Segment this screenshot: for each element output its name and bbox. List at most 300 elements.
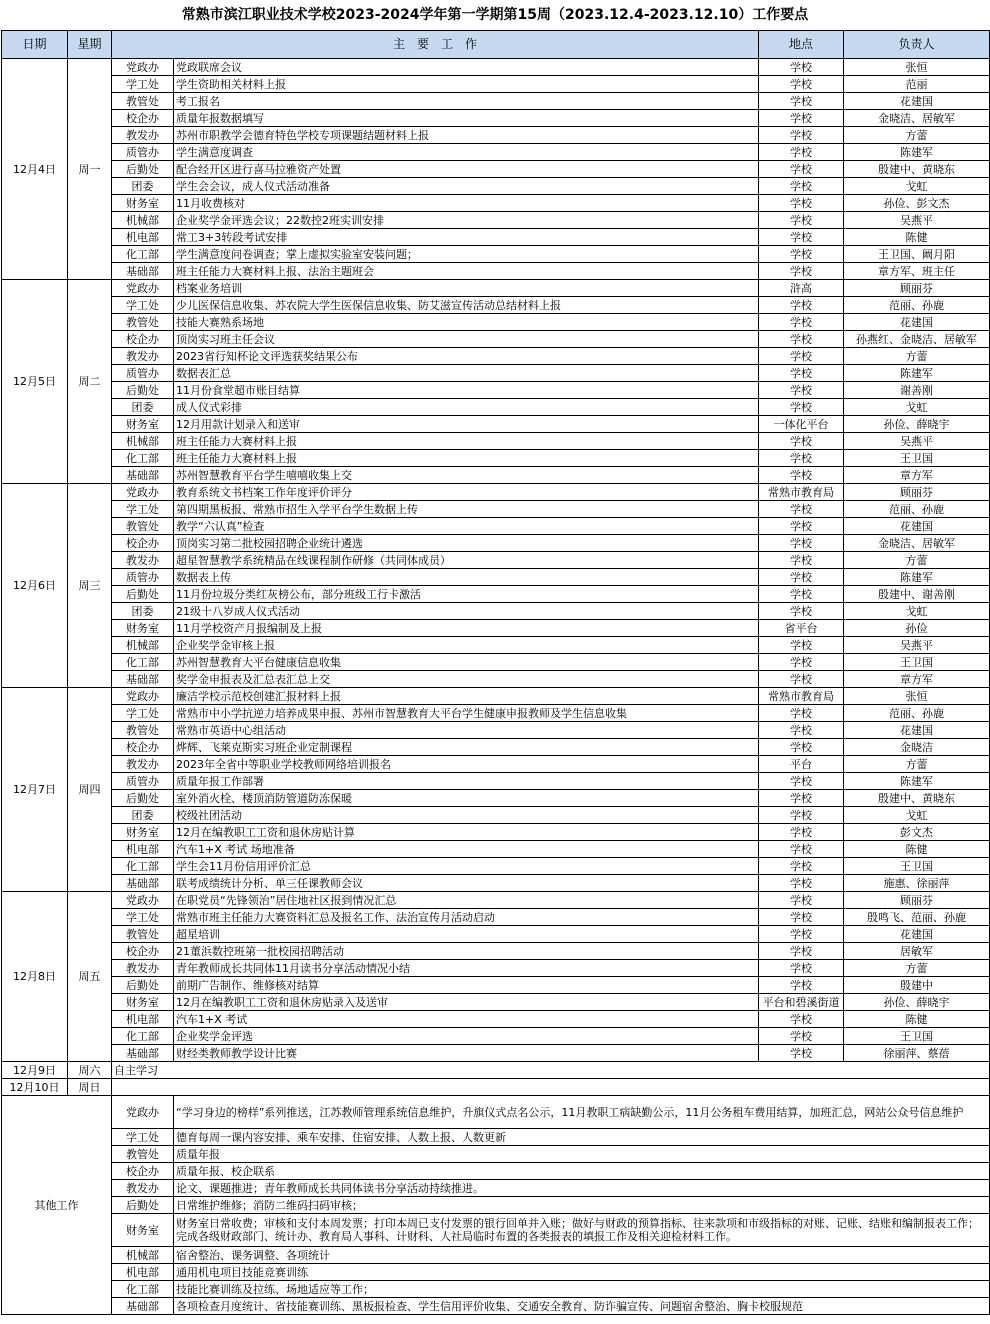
table-row bbox=[2, 518, 990, 535]
work-cell: 超星培训 bbox=[174, 926, 759, 943]
dept-cell: 教发办 bbox=[112, 756, 174, 773]
person-cell: 范丽、孙鹿 bbox=[844, 501, 990, 518]
table-row bbox=[2, 773, 990, 790]
work-cell: 学生满意度问卷调查；掌上虚拟实验室安装问题； bbox=[174, 246, 759, 263]
table-row bbox=[2, 943, 990, 960]
table-row bbox=[2, 654, 990, 671]
place-cell: 学校 bbox=[759, 382, 844, 399]
dept-cell: 教管处 bbox=[112, 93, 174, 110]
table-row bbox=[2, 603, 990, 620]
person-cell: 吴燕平 bbox=[844, 212, 990, 229]
place-cell: 学校 bbox=[759, 739, 844, 756]
work-cell: 2023年全省中等职业学校教师网络培训报名 bbox=[174, 756, 759, 773]
table-row bbox=[2, 348, 990, 365]
work-cell: 企业奖学金评选 bbox=[174, 1028, 759, 1045]
table-row bbox=[2, 433, 990, 450]
person-cell: 花建国 bbox=[844, 518, 990, 535]
work-cell: 少儿医保信息收集、苏农院大学生医保信息收集、防艾滋宣传活动总结材料上报 bbox=[174, 297, 759, 314]
person-cell: 范丽、孙鹿 bbox=[844, 705, 990, 722]
place-cell: 学校 bbox=[759, 790, 844, 807]
table-row bbox=[2, 535, 990, 552]
place-cell: 学校 bbox=[759, 875, 844, 892]
person-cell: 孙俭、薛晓宇 bbox=[844, 994, 990, 1011]
work-cell: 成人仪式彩排 bbox=[174, 399, 759, 416]
place-cell: 学校 bbox=[759, 331, 844, 348]
work-cell: 技能大赛熟系场地 bbox=[174, 314, 759, 331]
table-row bbox=[2, 59, 990, 76]
work-cell: 班主任能力大赛材料上报 bbox=[174, 433, 759, 450]
dept-cell: 机电部 bbox=[112, 1011, 174, 1028]
header-date: 日期 bbox=[2, 31, 68, 59]
place-cell: 一体化平台 bbox=[759, 416, 844, 433]
work-cell: 联考成绩统计分析、单三任课教师会议 bbox=[174, 875, 759, 892]
table-row bbox=[2, 314, 990, 331]
dept-cell: 党政办 bbox=[112, 280, 174, 297]
table-row bbox=[2, 960, 990, 977]
dept-cell: 校企办 bbox=[112, 739, 174, 756]
work-cell: 奖学金申报表及汇总表汇总上交 bbox=[174, 671, 759, 688]
person-cell: 顾丽芬 bbox=[844, 892, 990, 909]
dept-cell: 校企办 bbox=[112, 110, 174, 127]
other-work-row bbox=[2, 1163, 990, 1180]
dept-cell: 后勤处 bbox=[112, 790, 174, 807]
dept-cell: 机电部 bbox=[112, 1264, 174, 1281]
work-cell: 汽车1+X 考试 bbox=[174, 1011, 759, 1028]
dept-cell: 党政办 bbox=[112, 59, 174, 76]
dept-cell: 团委 bbox=[112, 399, 174, 416]
other-work-label: 其他工作 bbox=[2, 1096, 112, 1315]
weekday-cell: 周一 bbox=[68, 59, 112, 280]
work-cell: 11月份食堂超市账目结算 bbox=[174, 382, 759, 399]
other-work-cell: 财务室日常收费；审核和支付本周发票；打印本周已支付发票的银行回单并入账；做好与财政的预算指标、往来款项和市级指标的对账、记账、结账和编制报表工作；完成各级财政部门、统计办、教育局人事科、计财科、人社局临时布置的各类报表的填报工作及相关迎检材料工作。 bbox=[174, 1214, 990, 1247]
place-cell: 学校 bbox=[759, 892, 844, 909]
date-cell: 12月9日 bbox=[2, 1062, 68, 1079]
work-cell: 班主任能力大赛材料上报 bbox=[174, 450, 759, 467]
dept-cell: 党政办 bbox=[112, 1096, 174, 1129]
other-work-cell: “学习身边的榜样”系列推送，江苏教师管理系统信息维护，升旗仪式点名公示，11月教职工病缺勤公示，11月公务租车费用结算，加班汇总，网站公众号信息维护 bbox=[174, 1096, 990, 1129]
work-cell: 学生满意度调查 bbox=[174, 144, 759, 161]
place-cell: 学校 bbox=[759, 433, 844, 450]
place-cell: 学校 bbox=[759, 110, 844, 127]
table-row bbox=[2, 1028, 990, 1045]
table-row bbox=[2, 110, 990, 127]
dept-cell: 教发办 bbox=[112, 348, 174, 365]
place-cell: 学校 bbox=[759, 1011, 844, 1028]
person-cell: 花建国 bbox=[844, 93, 990, 110]
other-work-row bbox=[2, 1096, 990, 1129]
table-row bbox=[2, 586, 990, 603]
person-cell: 孙俭、彭文杰 bbox=[844, 195, 990, 212]
table-row bbox=[2, 722, 990, 739]
table-row bbox=[2, 144, 990, 161]
dept-cell: 化工部 bbox=[112, 450, 174, 467]
dept-cell: 基础部 bbox=[112, 263, 174, 280]
person-cell: 章方军、班主任 bbox=[844, 263, 990, 280]
other-work-row bbox=[2, 1180, 990, 1197]
person-cell: 方蕾 bbox=[844, 960, 990, 977]
place-cell: 学校 bbox=[759, 195, 844, 212]
weekday-cell: 周六 bbox=[68, 1062, 112, 1079]
work-cell: 校级社团活动 bbox=[174, 807, 759, 824]
work-cell: 室外消火栓、楼顶消防管道防冻保暖 bbox=[174, 790, 759, 807]
place-cell: 学校 bbox=[759, 773, 844, 790]
table-row bbox=[2, 739, 990, 756]
person-cell: 范丽 bbox=[844, 76, 990, 93]
person-cell: 金晓洁 bbox=[844, 739, 990, 756]
table-row bbox=[2, 620, 990, 637]
dept-cell: 质管办 bbox=[112, 773, 174, 790]
work-cell: 苏州智慧教育平台学生嘻嘻收集上交 bbox=[174, 467, 759, 484]
work-cell: 12月用款计划录入和送审 bbox=[174, 416, 759, 433]
weekend-row bbox=[2, 1062, 990, 1079]
table-row bbox=[2, 501, 990, 518]
schedule-table bbox=[1, 30, 990, 1315]
weekday-cell: 周三 bbox=[68, 484, 112, 688]
weekday-cell: 周二 bbox=[68, 280, 112, 484]
table-row bbox=[2, 467, 990, 484]
place-cell: 学校 bbox=[759, 93, 844, 110]
place-cell: 学校 bbox=[759, 161, 844, 178]
dept-cell: 校企办 bbox=[112, 1163, 174, 1180]
dept-cell: 党政办 bbox=[112, 688, 174, 705]
place-cell: 学校 bbox=[759, 178, 844, 195]
place-cell: 学校 bbox=[759, 909, 844, 926]
dept-cell: 校企办 bbox=[112, 943, 174, 960]
person-cell: 陈健 bbox=[844, 229, 990, 246]
place-cell: 学校 bbox=[759, 144, 844, 161]
other-work-cell: 各项检查月度统计、省技能赛训练、黑板报检查、学生信用评价收集、交通安全教育、防诈骗宣传、问题宿舍整治、胸卡校服规范 bbox=[174, 1298, 990, 1315]
person-cell: 王卫国、阚月阳 bbox=[844, 246, 990, 263]
header-person: 负责人 bbox=[844, 31, 990, 59]
table-row bbox=[2, 212, 990, 229]
header-weekday: 星期 bbox=[68, 31, 112, 59]
table-row bbox=[2, 637, 990, 654]
work-cell: 11月收费核对 bbox=[174, 195, 759, 212]
person-cell: 张恒 bbox=[844, 688, 990, 705]
work-cell: 顶岗实习班主任会议 bbox=[174, 331, 759, 348]
dept-cell: 教发办 bbox=[112, 960, 174, 977]
work-cell: 超星智慧教学系统精品在线课程制作研修（共同体成员） bbox=[174, 552, 759, 569]
header-row bbox=[2, 31, 990, 59]
person-cell: 章方军 bbox=[844, 467, 990, 484]
dept-cell: 教发办 bbox=[112, 552, 174, 569]
work-cell: 顶岗实习第二批校园招聘企业统计遴选 bbox=[174, 535, 759, 552]
dept-cell: 教管处 bbox=[112, 926, 174, 943]
place-cell: 学校 bbox=[759, 977, 844, 994]
place-cell: 学校 bbox=[759, 926, 844, 943]
work-cell: 教学“六认真”检查 bbox=[174, 518, 759, 535]
place-cell: 学校 bbox=[759, 841, 844, 858]
work-cell: 廉洁学校示范校创建汇报材料上报 bbox=[174, 688, 759, 705]
table-row bbox=[2, 1011, 990, 1028]
person-cell: 张恒 bbox=[844, 59, 990, 76]
person-cell: 彭文杰 bbox=[844, 824, 990, 841]
dept-cell: 校企办 bbox=[112, 331, 174, 348]
person-cell: 谢善刚 bbox=[844, 382, 990, 399]
place-cell: 学校 bbox=[759, 348, 844, 365]
person-cell: 殷建中 bbox=[844, 977, 990, 994]
work-cell: 学生会11月份信用评价汇总 bbox=[174, 858, 759, 875]
place-cell: 常熟市教育局 bbox=[759, 484, 844, 501]
table-row bbox=[2, 399, 990, 416]
place-cell: 平台和碧溪街道 bbox=[759, 994, 844, 1011]
dept-cell: 财务室 bbox=[112, 824, 174, 841]
dept-cell: 化工部 bbox=[112, 858, 174, 875]
place-cell: 学校 bbox=[759, 535, 844, 552]
dept-cell: 教管处 bbox=[112, 722, 174, 739]
other-work-row bbox=[2, 1214, 990, 1247]
work-cell: 11月学校资产月报编制及上报 bbox=[174, 620, 759, 637]
place-cell: 学校 bbox=[759, 518, 844, 535]
dept-cell: 财务室 bbox=[112, 1214, 174, 1247]
table-row bbox=[2, 841, 990, 858]
table-row bbox=[2, 977, 990, 994]
other-work-row bbox=[2, 1281, 990, 1298]
other-work-cell: 通用机电项目技能竞赛训练 bbox=[174, 1264, 990, 1281]
dept-cell: 财务室 bbox=[112, 994, 174, 1011]
other-work-cell: 论文、课题推进；青年教师成长共同体读书分享活动持续推进。 bbox=[174, 1180, 990, 1197]
person-cell: 花建国 bbox=[844, 314, 990, 331]
dept-cell: 化工部 bbox=[112, 1281, 174, 1298]
person-cell: 殷建中、黄晓东 bbox=[844, 790, 990, 807]
place-cell: 学校 bbox=[759, 297, 844, 314]
table-row bbox=[2, 93, 990, 110]
table-row bbox=[2, 824, 990, 841]
dept-cell: 后勤处 bbox=[112, 161, 174, 178]
other-work-row bbox=[2, 1247, 990, 1264]
work-cell: 质量年报数据填写 bbox=[174, 110, 759, 127]
weekend-note: 自主学习 bbox=[112, 1062, 990, 1079]
person-cell: 陈建军 bbox=[844, 365, 990, 382]
dept-cell: 教管处 bbox=[112, 518, 174, 535]
place-cell: 学校 bbox=[759, 314, 844, 331]
other-work-row bbox=[2, 1298, 990, 1315]
person-cell: 徐丽萍、蔡蓓 bbox=[844, 1045, 990, 1062]
dept-cell: 基础部 bbox=[112, 1045, 174, 1062]
dept-cell: 机械部 bbox=[112, 1247, 174, 1264]
other-work-row bbox=[2, 1197, 990, 1214]
dept-cell: 基础部 bbox=[112, 875, 174, 892]
dept-cell: 质管办 bbox=[112, 365, 174, 382]
place-cell: 学校 bbox=[759, 603, 844, 620]
work-cell: 班主任能力大赛材料上报、法治主题班会 bbox=[174, 263, 759, 280]
place-cell: 学校 bbox=[759, 654, 844, 671]
dept-cell: 基础部 bbox=[112, 671, 174, 688]
person-cell: 陈建军 bbox=[844, 773, 990, 790]
date-cell: 12月7日 bbox=[2, 688, 68, 892]
place-cell: 学校 bbox=[759, 705, 844, 722]
person-cell: 方蕾 bbox=[844, 127, 990, 144]
table-row bbox=[2, 127, 990, 144]
dept-cell: 基础部 bbox=[112, 467, 174, 484]
other-work-cell: 质量年报 bbox=[174, 1146, 990, 1163]
work-cell: 考工报名 bbox=[174, 93, 759, 110]
person-cell: 居敏军 bbox=[844, 943, 990, 960]
person-cell: 陈健 bbox=[844, 1011, 990, 1028]
place-cell: 学校 bbox=[759, 858, 844, 875]
table-row bbox=[2, 807, 990, 824]
person-cell: 吴燕平 bbox=[844, 637, 990, 654]
table-row bbox=[2, 263, 990, 280]
table-row bbox=[2, 382, 990, 399]
person-cell: 王卫国 bbox=[844, 654, 990, 671]
place-cell: 学校 bbox=[759, 365, 844, 382]
work-cell: 数据表汇总 bbox=[174, 365, 759, 382]
table-row bbox=[2, 671, 990, 688]
dept-cell: 财务室 bbox=[112, 195, 174, 212]
dept-cell: 团委 bbox=[112, 807, 174, 824]
dept-cell: 学工处 bbox=[112, 909, 174, 926]
dept-cell: 质管办 bbox=[112, 569, 174, 586]
date-cell: 12月8日 bbox=[2, 892, 68, 1062]
table-row bbox=[2, 195, 990, 212]
work-cell: 21级十八岁成人仪式活动 bbox=[174, 603, 759, 620]
person-cell: 殷建中、谢善刚 bbox=[844, 586, 990, 603]
work-cell: 2023省行知杯论文评选获奖结果公布 bbox=[174, 348, 759, 365]
dept-cell: 机械部 bbox=[112, 433, 174, 450]
place-cell: 常熟市教育局 bbox=[759, 688, 844, 705]
place-cell: 学校 bbox=[759, 1045, 844, 1062]
table-row bbox=[2, 331, 990, 348]
person-cell: 陈健 bbox=[844, 841, 990, 858]
dept-cell: 机电部 bbox=[112, 229, 174, 246]
person-cell: 方蕾 bbox=[844, 552, 990, 569]
date-cell: 12月6日 bbox=[2, 484, 68, 688]
dept-cell: 教发办 bbox=[112, 1180, 174, 1197]
table-row bbox=[2, 246, 990, 263]
person-cell: 金晓洁、居敏军 bbox=[844, 110, 990, 127]
date-cell: 12月4日 bbox=[2, 59, 68, 280]
dept-cell: 机械部 bbox=[112, 637, 174, 654]
person-cell: 范丽、孙鹿 bbox=[844, 297, 990, 314]
table-row bbox=[2, 450, 990, 467]
person-cell: 殷鸣飞、范丽、孙鹿 bbox=[844, 909, 990, 926]
work-cell: 学生会会议，成人仪式活动准备 bbox=[174, 178, 759, 195]
table-row bbox=[2, 756, 990, 773]
dept-cell: 教管处 bbox=[112, 314, 174, 331]
table-row bbox=[2, 926, 990, 943]
table-row bbox=[2, 297, 990, 314]
person-cell: 方蕾 bbox=[844, 348, 990, 365]
dept-cell: 学工处 bbox=[112, 1129, 174, 1146]
dept-cell: 基础部 bbox=[112, 1298, 174, 1315]
dept-cell: 化工部 bbox=[112, 1028, 174, 1045]
other-work-cell: 德育每周一课内容安排、乘车安排、住宿安排、人数上报、人数更新 bbox=[174, 1129, 990, 1146]
table-row bbox=[2, 76, 990, 93]
work-cell: 第四期黑板报、常熟市招生入学平台学生数据上传 bbox=[174, 501, 759, 518]
place-cell: 学校 bbox=[759, 501, 844, 518]
work-cell: 苏州智慧教育大平台健康信息收集 bbox=[174, 654, 759, 671]
dept-cell: 化工部 bbox=[112, 654, 174, 671]
person-cell: 章方军 bbox=[844, 671, 990, 688]
person-cell: 陈建军 bbox=[844, 144, 990, 161]
table-row bbox=[2, 161, 990, 178]
dept-cell: 后勤处 bbox=[112, 977, 174, 994]
person-cell: 陈建军 bbox=[844, 569, 990, 586]
table-row bbox=[2, 705, 990, 722]
table-row bbox=[2, 229, 990, 246]
other-work-cell: 日常维护维修；消防二维码扫码审核； bbox=[174, 1197, 990, 1214]
work-cell: 学生资助相关材料上报 bbox=[174, 76, 759, 93]
work-cell: 苏州市职教学会德育特色学校专项课题结题材料上报 bbox=[174, 127, 759, 144]
person-cell: 戈虹 bbox=[844, 399, 990, 416]
dept-cell: 财务室 bbox=[112, 620, 174, 637]
table-row bbox=[2, 875, 990, 892]
table-row bbox=[2, 416, 990, 433]
dept-cell: 学工处 bbox=[112, 297, 174, 314]
work-cell: 12月在编教职工工资和退休房贴录入及送审 bbox=[174, 994, 759, 1011]
place-cell: 学校 bbox=[759, 722, 844, 739]
work-cell: 常熟市英语中心组活动 bbox=[174, 722, 759, 739]
place-cell: 学校 bbox=[759, 671, 844, 688]
dept-cell: 后勤处 bbox=[112, 1197, 174, 1214]
person-cell: 戈虹 bbox=[844, 807, 990, 824]
place-cell: 学校 bbox=[759, 807, 844, 824]
person-cell: 王卫国 bbox=[844, 1028, 990, 1045]
person-cell: 孙俭 bbox=[844, 620, 990, 637]
place-cell: 学校 bbox=[759, 467, 844, 484]
table-row bbox=[2, 688, 990, 705]
header-place: 地点 bbox=[759, 31, 844, 59]
person-cell: 王卫国 bbox=[844, 450, 990, 467]
dept-cell: 党政办 bbox=[112, 892, 174, 909]
work-cell: 档案业务培训 bbox=[174, 280, 759, 297]
person-cell: 施惠、徐丽萍 bbox=[844, 875, 990, 892]
date-cell: 12月5日 bbox=[2, 280, 68, 484]
work-cell: 11月份垃圾分类红灰榜公布，部分班级工行卡激活 bbox=[174, 586, 759, 603]
person-cell: 花建国 bbox=[844, 926, 990, 943]
work-cell: 财经类教师教学设计比赛 bbox=[174, 1045, 759, 1062]
table-row bbox=[2, 858, 990, 875]
table-row bbox=[2, 892, 990, 909]
table-row bbox=[2, 484, 990, 501]
place-cell: 学校 bbox=[759, 586, 844, 603]
work-cell: 青年教师成长共同体11月读书分享活动情况小结 bbox=[174, 960, 759, 977]
dept-cell: 教管处 bbox=[112, 1146, 174, 1163]
person-cell: 孙俭、薛晓宇 bbox=[844, 416, 990, 433]
table-row bbox=[2, 178, 990, 195]
place-cell: 学校 bbox=[759, 229, 844, 246]
work-cell: 在职党员“先锋领治”居住地社区报到情况汇总 bbox=[174, 892, 759, 909]
place-cell: 学校 bbox=[759, 399, 844, 416]
person-cell: 戈虹 bbox=[844, 603, 990, 620]
place-cell: 学校 bbox=[759, 824, 844, 841]
person-cell: 顾丽芬 bbox=[844, 280, 990, 297]
person-cell: 花建国 bbox=[844, 722, 990, 739]
table-row bbox=[2, 1045, 990, 1062]
weekday-cell: 周日 bbox=[68, 1079, 112, 1096]
work-cell: 常工3+3转段考试安排 bbox=[174, 229, 759, 246]
person-cell: 金晓洁、居敏军 bbox=[844, 535, 990, 552]
weekday-cell: 周五 bbox=[68, 892, 112, 1062]
place-cell: 学校 bbox=[759, 637, 844, 654]
person-cell: 戈虹 bbox=[844, 178, 990, 195]
date-cell: 12月10日 bbox=[2, 1079, 68, 1096]
other-work-cell: 质量年报、校企联系 bbox=[174, 1163, 990, 1180]
dept-cell: 机械部 bbox=[112, 212, 174, 229]
work-cell: 常熟市班主任能力大赛资料汇总及报名工作、法治宣传月活动启动 bbox=[174, 909, 759, 926]
place-cell: 学校 bbox=[759, 59, 844, 76]
dept-cell: 校企办 bbox=[112, 535, 174, 552]
dept-cell: 化工部 bbox=[112, 246, 174, 263]
work-cell: 企业奖学金审核上报 bbox=[174, 637, 759, 654]
work-cell: 质量年报工作部署 bbox=[174, 773, 759, 790]
dept-cell: 党政办 bbox=[112, 484, 174, 501]
weekend-note bbox=[112, 1079, 990, 1096]
table-row bbox=[2, 909, 990, 926]
dept-cell: 团委 bbox=[112, 603, 174, 620]
header-work: 主 要 工 作 bbox=[112, 31, 759, 59]
